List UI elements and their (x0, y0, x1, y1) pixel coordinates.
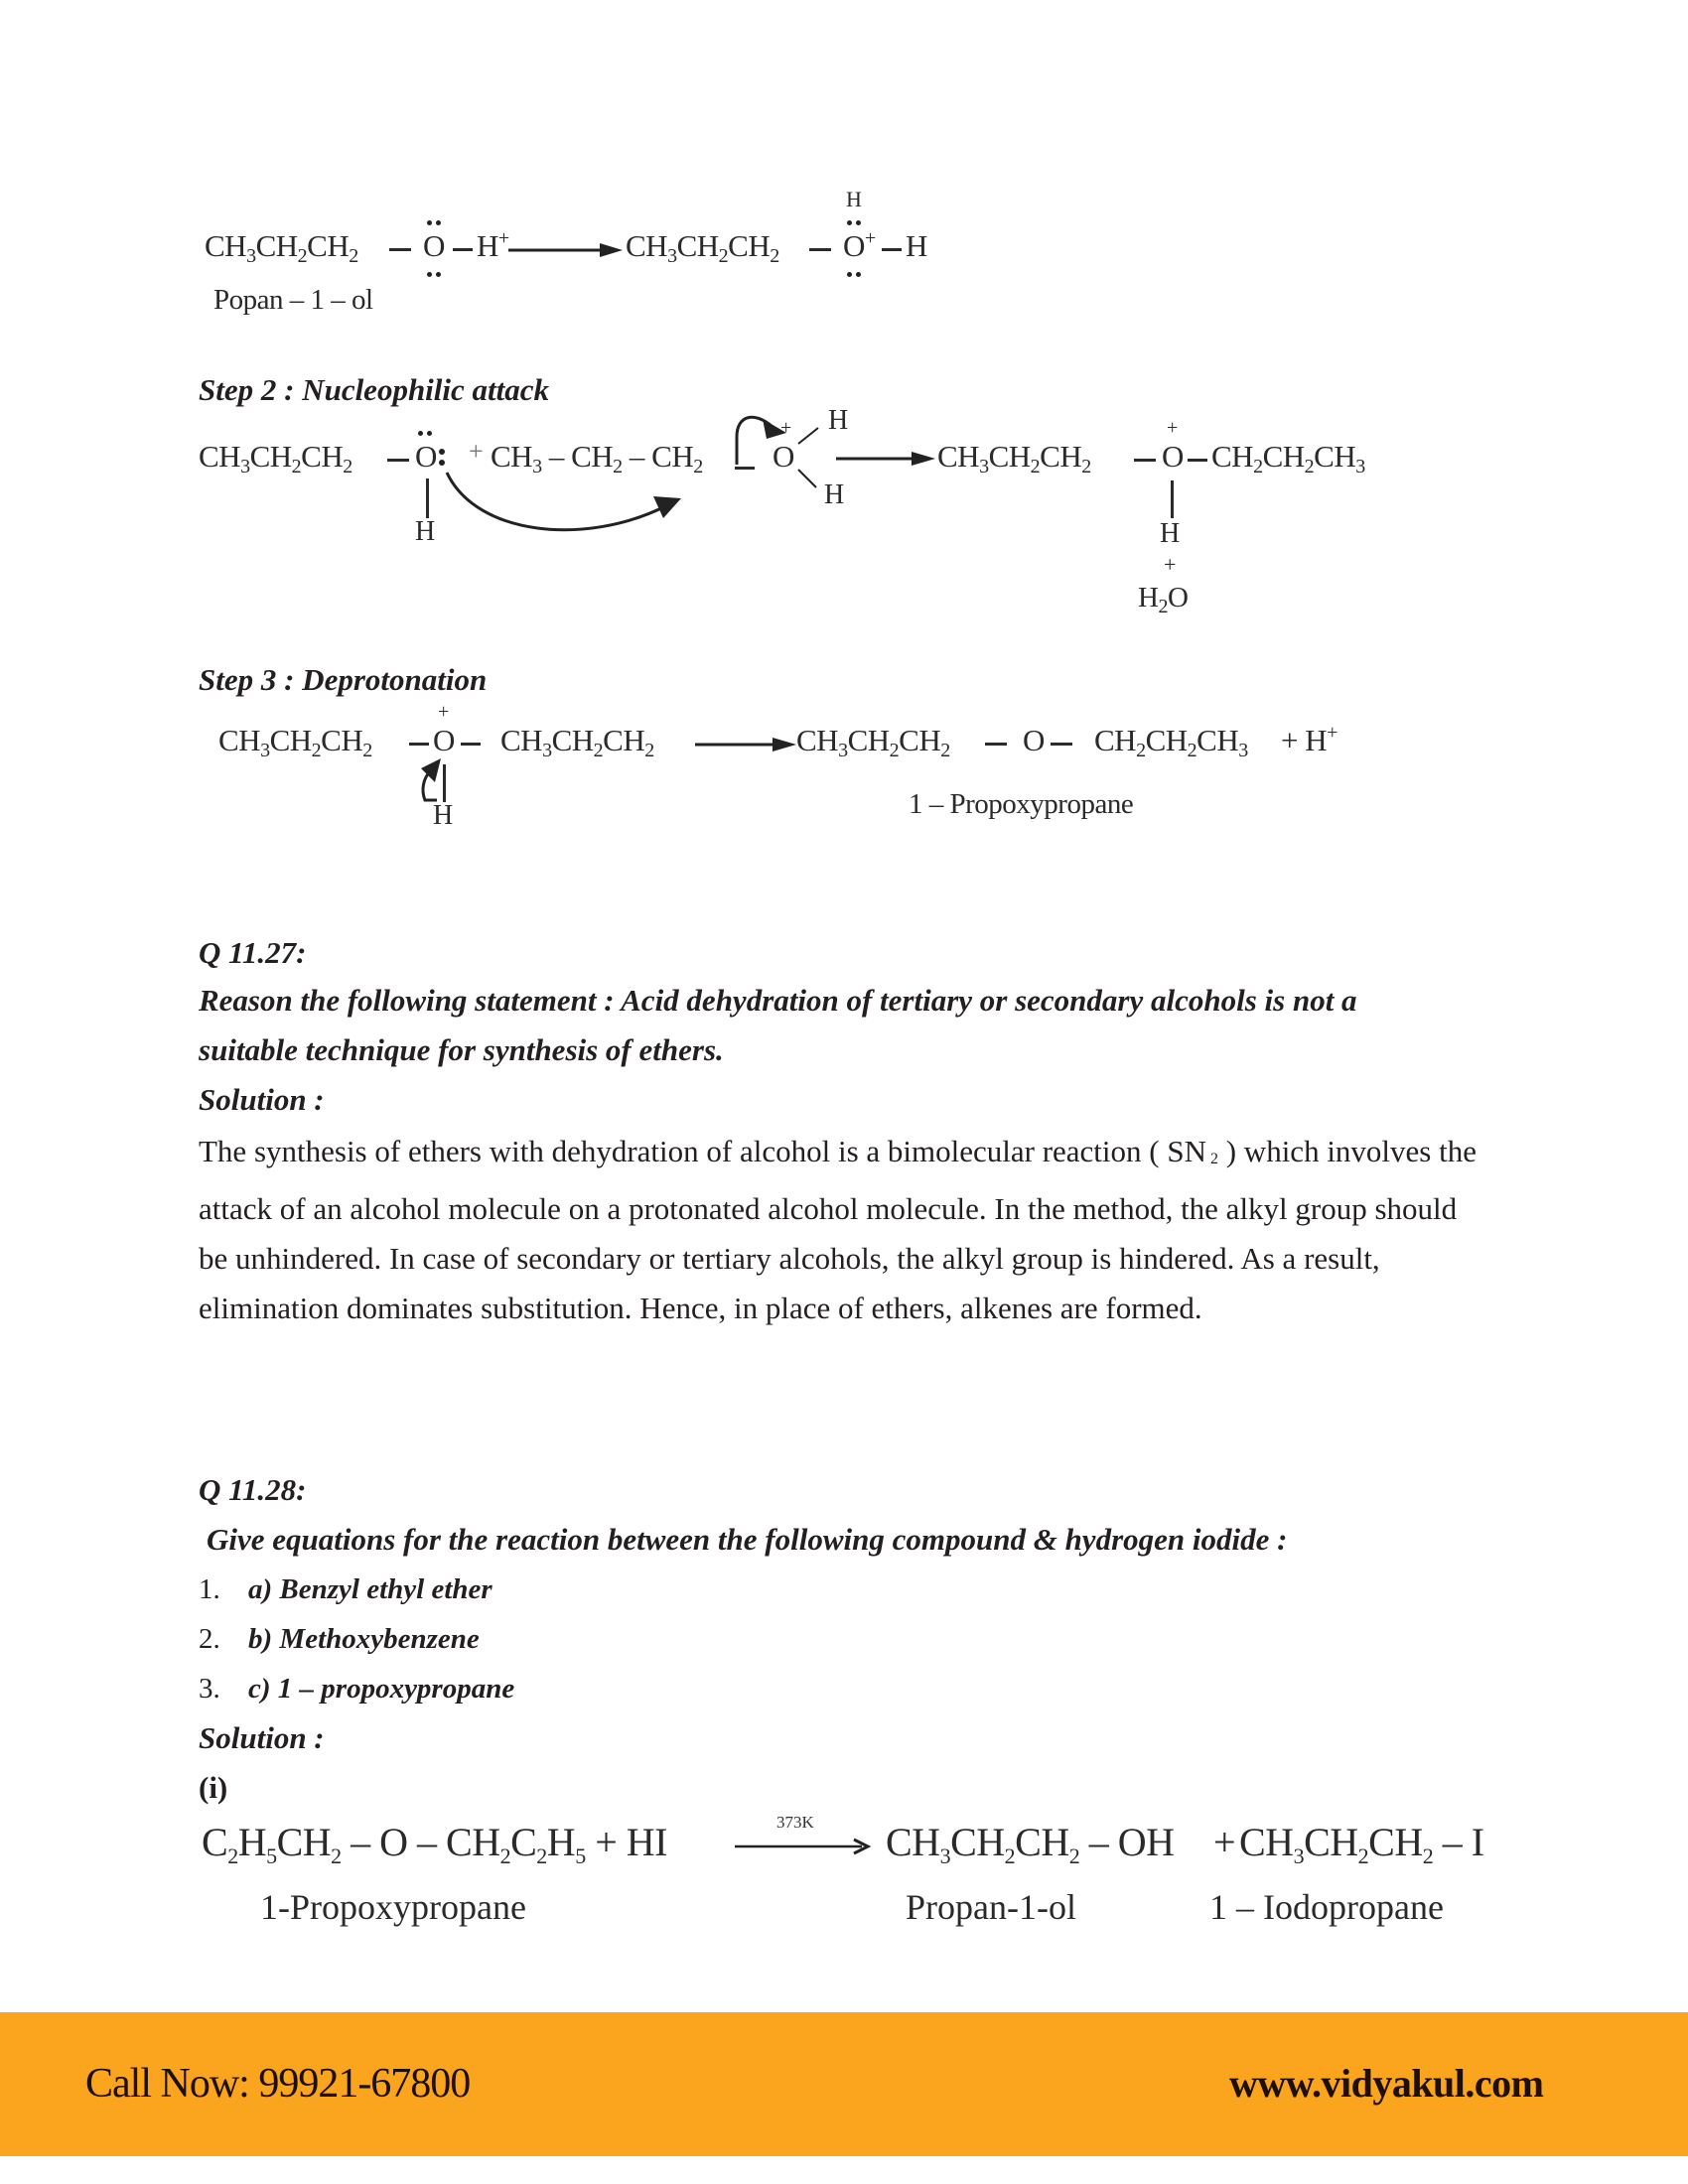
step3-heading: Step 3 : Deprotonation (199, 662, 488, 697)
step2-nucleophile-oh-bond (426, 478, 429, 518)
step1-reactant: $CH_3CH_2CH_2$ (205, 228, 358, 267)
step3-reaction-arrow (695, 735, 796, 754)
q28-question: Give equations for the reaction between the following compound & hydrogen iodide : (207, 1522, 1288, 1557)
step2-heading: Step 2 : Nucleophilic attack (199, 372, 550, 407)
q28-list-item: 2. b) Methoxybenzene (199, 1623, 480, 1655)
step2-nucleophile-h: H (415, 516, 435, 547)
website-link[interactable]: www.vidyakul.com (1229, 2061, 1544, 2106)
q28-equation-reactant: $C_2H_5CH_2$ – O – $CH_2C_2H_5$ + HI (202, 1820, 667, 1868)
q28-product1-name: Propan-1-ol (906, 1887, 1076, 1927)
q28-equation-product1: $CH_3CH_2CH_2$ – OH (886, 1820, 1175, 1868)
step1-product-chain: $CH_3CH_2CH_2$ (626, 228, 779, 267)
q27-answer: The synthesis of ethers with dehydration of alcohol is a bimolecular reaction ( SN $_2$ ) which involves the attack of an alcohol molecule on a protonated alcohol molecule. In the method, the alkyl group should be unhindered. In case of secondary or tertiary alcohols, the alkyl group is hindered. As a result, elimination dominates substitution. Hence, in place of ethers, alkenes are formed. (199, 1134, 1477, 1325)
step2-product-oh-bond (1171, 480, 1174, 518)
q28-label: Q 11.28: (199, 1472, 307, 1507)
q27-question-line2: suitable technique for synthesis of ethers. (199, 1032, 724, 1067)
step2-plus: + (469, 437, 484, 466)
step2-leaving-h-bottom: H (824, 479, 844, 510)
step1-bond-2 (453, 248, 473, 251)
step3-product-oxygen: O (1023, 723, 1045, 757)
step2-leaving-bond (735, 467, 755, 470)
step2-product-oxygen: O (1162, 439, 1184, 474)
step2-product-right: $CH_2CH_2CH_3$ (1211, 439, 1365, 478)
step1-oxygen-dots-bottom (427, 272, 443, 278)
step3-product-right: $CH_2CH_2CH_3$ (1094, 723, 1248, 761)
step1-proton: H+ (477, 227, 509, 263)
step3-product-bond-2 (1051, 743, 1072, 746)
step1-product-h-top: H (846, 187, 862, 211)
footer-banner (0, 2012, 1688, 2156)
step3-oxygen: O (433, 723, 455, 757)
step2-product-plus: + (1167, 417, 1178, 439)
step1-product-oxygen: O+ (843, 227, 876, 263)
step2-water: $H_2O$ (1138, 582, 1189, 617)
q28-solution-label: Solution : (199, 1720, 325, 1755)
step1-product-h-right: H (906, 228, 927, 263)
step3-curved-arrow (407, 756, 447, 806)
step2-leaving-plus: + (780, 417, 791, 439)
step2-product-left: $CH_3CH_2CH_2$ (937, 439, 1091, 478)
step2-lone-pair-right (439, 449, 445, 467)
call-now-phone[interactable]: Call Now: 99921-67800 (85, 2061, 471, 2107)
step2-reaction-arrow (836, 449, 935, 469)
step2-product-bond-1 (1134, 459, 1156, 462)
q28-reactant-name: 1-Propoxypropane (260, 1887, 526, 1927)
step3-bond-2 (461, 743, 481, 746)
step1-product-bond-2 (882, 248, 902, 251)
step2-water-plus: + (1164, 552, 1176, 577)
step2-leaving-h-top: H (828, 405, 848, 436)
step3-proton: + H+ (1281, 722, 1337, 757)
step1-product-dots-bottom (847, 272, 863, 278)
step1-reactant-name: Popan – 1 – ol (213, 284, 373, 316)
step2-curved-arrow-attack (437, 467, 695, 556)
step2-product-h: H (1160, 518, 1180, 549)
step3-left-chain: $CH_3CH_2CH_2$ (218, 723, 372, 761)
step2-nucleophile-oxygen: O (415, 439, 437, 474)
step2-leaving-oxygen: O (773, 439, 794, 474)
q27-solution-label: Solution : (199, 1082, 325, 1117)
step2-product-bond-2 (1188, 459, 1207, 462)
q27-label: Q 11.27: (199, 935, 307, 970)
q27-question-line1: Reason the following statement : Acid dehydration of tertiary or secondary alcohols is not a (199, 983, 1357, 1018)
step3-product-name: 1 – Propoxypropane (909, 788, 1134, 820)
q28-equation-product2: $CH_3CH_2CH_2$ – I (1239, 1820, 1484, 1868)
step2-nucleophile-chain: $CH_3CH_2CH_2$ (199, 439, 352, 478)
step3-right-chain: $CH_3CH_2CH_2$ (500, 723, 654, 761)
q28-equation-arrow (735, 1837, 874, 1856)
q28-equation-plus: + (1213, 1820, 1236, 1864)
step1-reaction-arrow (508, 240, 623, 260)
q28-part-label: (i) (199, 1770, 228, 1805)
step2-bond-1 (387, 459, 409, 462)
step1-oxygen-dots-top (427, 220, 443, 226)
step3-bond-1 (409, 743, 429, 746)
step2-substrate: $CH_3 - CH_2 - CH_2$ (491, 439, 703, 478)
step3-h: H (433, 800, 453, 831)
q28-equation-condition: 373K (776, 1813, 814, 1832)
step2-lone-pair-top (418, 431, 434, 437)
step1-product-bond-1 (809, 248, 831, 251)
step3-product-left: $CH_3CH_2CH_2$ (796, 723, 950, 761)
step1-bond-1 (389, 248, 411, 251)
q28-product2-name: 1 – Iodopropane (1209, 1887, 1444, 1927)
step3-oxygen-plus: + (438, 701, 449, 723)
step1-oxygen: O (423, 228, 445, 263)
q28-list-item: 1. a) Benzyl ethyl ether (199, 1573, 492, 1605)
q28-list-item: 3. c) 1 – propoxypropane (199, 1673, 515, 1705)
step1-product-dots-top (847, 220, 863, 226)
step3-product-bond-1 (985, 743, 1007, 746)
